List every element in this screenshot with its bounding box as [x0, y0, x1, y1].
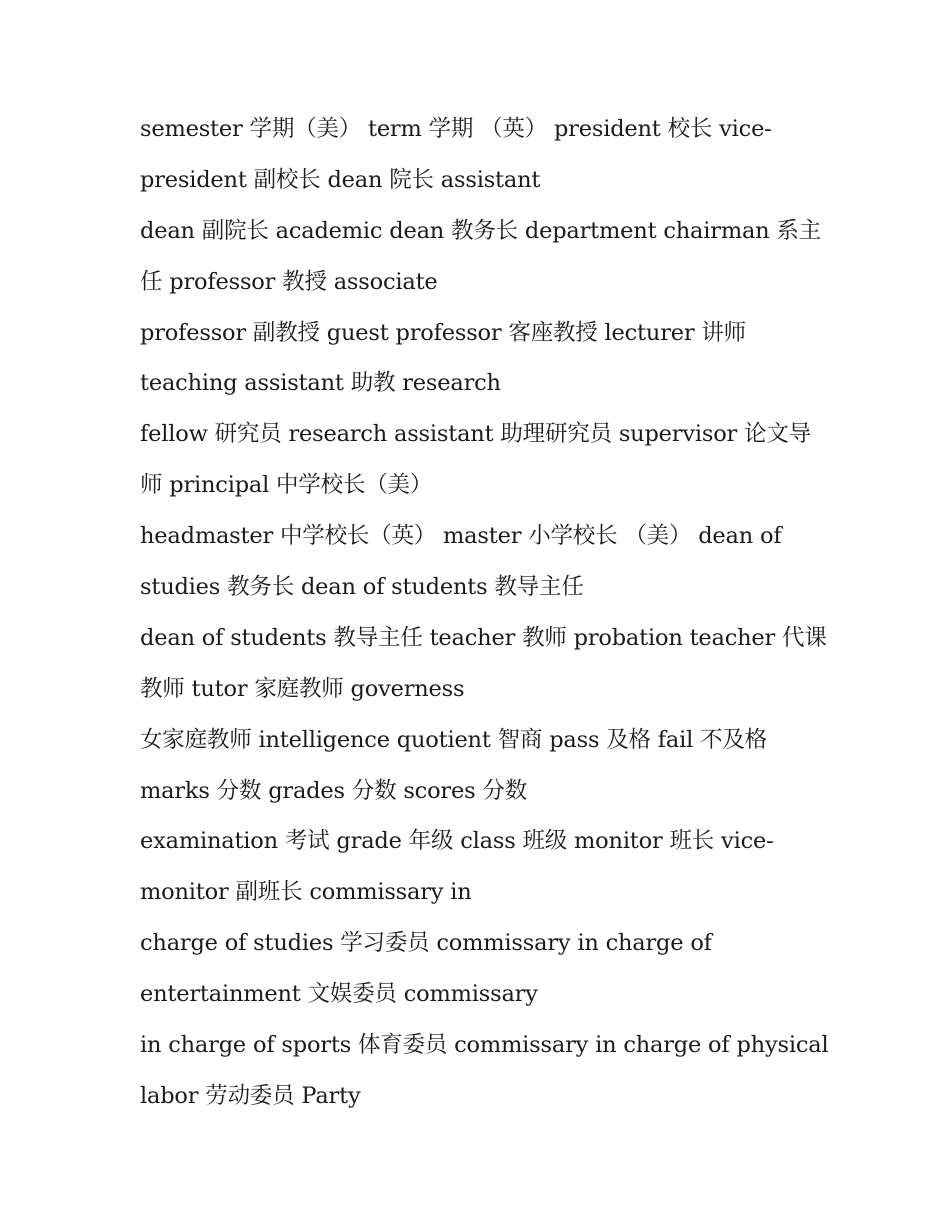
text-line: marks 分数 grades 分数 scores 分数: [140, 777, 527, 804]
text-line: studies 教务长 dean of students 教导主任: [140, 574, 584, 601]
text-line: examination 考试 grade 年级 class 班级 monitor 班长 vice-: [140, 828, 774, 855]
text-line: charge of studies 学习委员 commissary in charge of: [140, 930, 712, 957]
text-line: 教师 tutor 家庭教师 governess: [140, 675, 465, 702]
text-line: president 副校长 dean 院长 assistant: [140, 166, 541, 193]
document-page: [140, 104, 829, 1122]
text-line: labor 劳动委员 Party: [140, 1082, 361, 1109]
text-line: teaching assistant 助教 research: [140, 370, 501, 397]
text-line: headmaster 中学校长（英） master 小学校长 （美） dean of: [140, 523, 782, 550]
text-line: monitor 副班长 commissary in: [140, 879, 472, 906]
text-line: 任 professor 教授 associate: [140, 268, 438, 295]
text-line: in charge of sports 体育委员 commissary in charge of physical: [140, 1032, 829, 1059]
text-line: 师 principal 中学校长（美）: [140, 472, 433, 499]
text-line: 女家庭教师 intelligence quotient 智商 pass 及格 fail 不及格: [140, 726, 767, 753]
text-line: fellow 研究员 research assistant 助理研究员 supervisor 论文导: [140, 421, 811, 448]
text-line: dean 副院长 academic dean 教务长 department chairman 系主: [140, 217, 822, 244]
text-line: dean of students 教导主任 teacher 教师 probation teacher 代课: [140, 624, 827, 651]
text-line: entertainment 文娱委员 commissary: [140, 981, 538, 1008]
text-line: semester 学期（美） term 学期 （英） president 校长 vice-: [140, 116, 772, 142]
text-line: professor 副教授 guest professor 客座教授 lecturer 讲师: [140, 319, 746, 346]
